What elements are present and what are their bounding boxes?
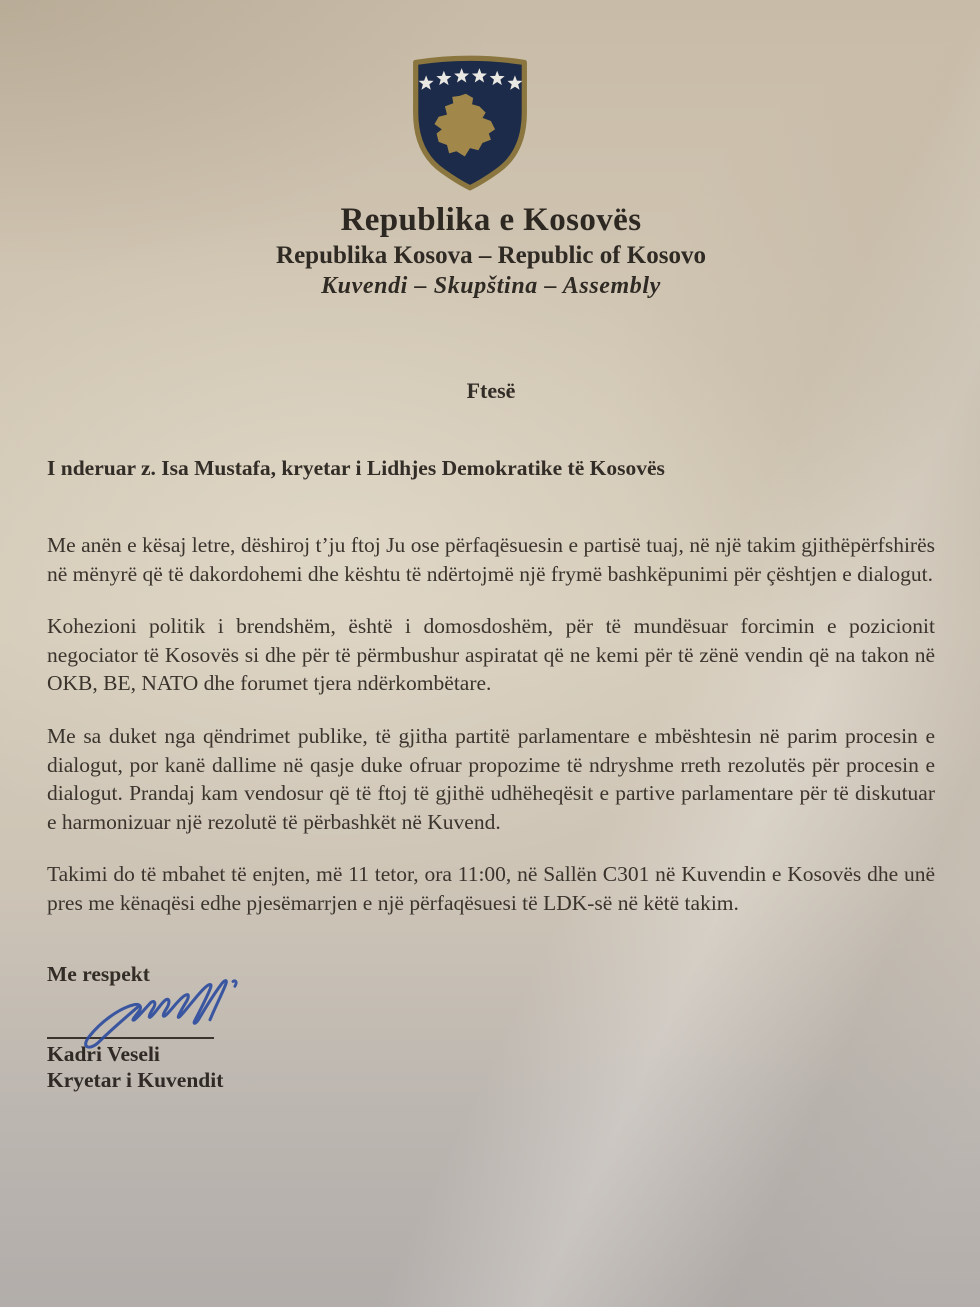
closing-salutation: Me respekt xyxy=(47,961,150,986)
kosovo-emblem xyxy=(405,52,535,192)
paragraph-3: Me sa duket nga qëndrimet publike, të gjitha partitë parlamentare e mbështesin në parim procesin e dialogut, por kanë dallime në qasje duke ofruar propozime të ndryshme rreth rezolutës për procesin e dialogut. Prandaj kam vendosur që të ftoj të gjithë udhëheqësit e partive parlamentare për të diskutuar e harmonizuar një rezolutë të përbashkët në Kuvend. xyxy=(47,723,935,834)
signature-stroke xyxy=(86,980,227,1046)
paragraph-4: Takimi do të mbahet të enjten, më 11 tetor, ora 11:00, në Sallën C301 në Kuvendin e Kosovës dhe unë pres me kënaqësi edhe pjesëmarrjen e një përfaqësuesi të LDK-së në këtë takim. xyxy=(47,862,935,915)
letterhead-subtitle: Republika Kosova – Republic of Kosovo xyxy=(276,242,706,269)
signature-tick xyxy=(233,980,236,986)
letterhead-subtitle-trilingual: Kuvendi – Skupština – Assembly xyxy=(321,273,661,299)
signer-title: Kryetar i Kuvendit xyxy=(47,1067,224,1092)
signer-name: Kadri Veseli xyxy=(47,1041,160,1066)
salutation: I nderuar z. Isa Mustafa, kryetar i Lidhjes Demokratike të Kosovës xyxy=(47,456,665,480)
handwritten-signature xyxy=(61,971,275,1057)
signature-area xyxy=(47,987,935,1039)
letterhead-title: Republika e Kosovës xyxy=(340,202,642,238)
paragraph-2: Kohezioni politik i brendshëm, është i domosdoshëm, për të mundësuar forcimin e pozicionit negociator të Kosovës si dhe për të përmbushur aspiratat që ne kemi për të zënë vendin që na takon në OKB, BE, NATO dhe forumet tjera ndërkombëtare. xyxy=(47,614,935,696)
paragraph-1: Me anën e kësaj letre, dëshiroj t’ju ftoj Ju ose përfaqësuesin e partisë tuaj, në një takim gjithëpërfshirës në mënyrë që të dakordohemi dhe kështu të ndërtojmë një frymë bashkëpunimi për çështjen e dialogut. xyxy=(47,533,935,586)
kosovo-coat-of-arms-icon xyxy=(407,52,533,192)
letter-heading: Ftesë xyxy=(466,378,516,403)
